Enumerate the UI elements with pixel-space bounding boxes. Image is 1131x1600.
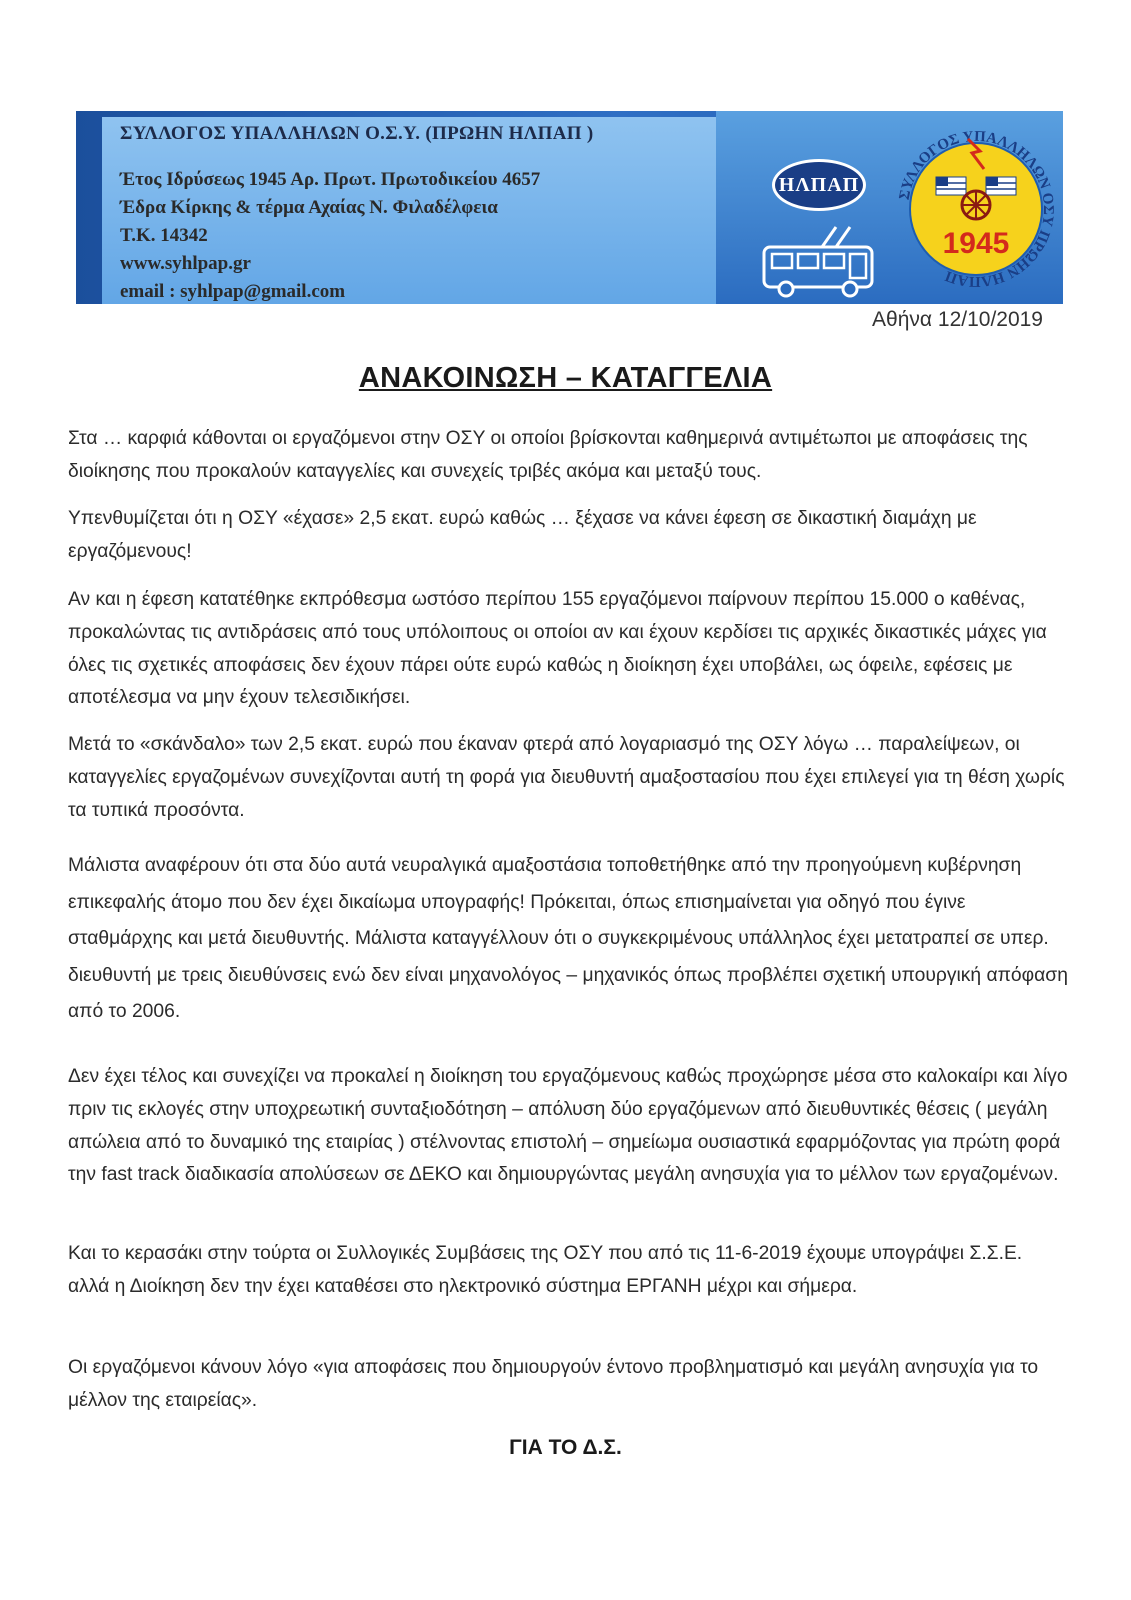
address: Έδρα Κίρκης & τέρμα Αχαίας Ν. Φιλαδέλφεια bbox=[120, 197, 498, 218]
emblem-ring-text: ΣΥΛΛΟΓΟΣ ΥΠΑΛΛΗΛΩΝ ΟΣΥ ΠΡΩΗΝ ΗΛΠΑΠ bbox=[896, 128, 1056, 290]
postal-code: Τ.Κ. 14342 bbox=[120, 225, 208, 246]
email: email : syhlpap@gmail.com bbox=[120, 281, 346, 302]
document-title: ΑΝΑΚΟΙΝΩΣΗ – ΚΑΤΑΓΓΕΛΙΑ bbox=[358, 362, 773, 394]
paragraph-2: Υπενθυμίζεται ότι η ΟΣΥ «έχασε» 2,5 εκατ. ευρώ καθώς … ξέχασε να κάνει έφεση σε δικαστική διαμάχη με εργαζόμενους! bbox=[68, 508, 977, 562]
hlpap-logo-text: ΗΛΠΑΠ bbox=[778, 173, 860, 196]
website: www.syhlpap.gr bbox=[120, 253, 251, 274]
association-emblem bbox=[896, 121, 1056, 296]
emblem-year: 1945 bbox=[942, 227, 1010, 260]
hlpap-logo bbox=[772, 159, 866, 211]
paragraph-6: Δεν έχει τέλος και συνεχίζει να προκαλεί η διοίκηση του εργαζόμενους καθώς προχώρησε μέσα στο καλοκαίρι και λίγο πριν τις εκλογές στην υποχρεωτική συνταξιοδότηση – απόλυση δύο εργαζόμενων από διευθυντικές θέσεις ( μεγάλη απώλεια από το δυναμικό της εταιρίας ) στέλνοντας επιστολή – σημείωμα ουσιαστικά εφαρμόζοντας για πρώτη φορά την fast track διαδικασία απολύσεων σε ΔΕΚΟ και δημιουργώντας μεγάλη ανησυχία για το μέλλον των εργαζομένων. bbox=[68, 1066, 1068, 1186]
paragraph-1: Στα … καρφιά κάθονται οι εργαζόμενοι στην ΟΣΥ οι οποίοι βρίσκονται καθημερινά αντιμέτωποι με αποφάσεις της διοίκησης που προκαλούν καταγγελίες και συνεχείς τριβές ακόμα και μεταξύ τους. bbox=[68, 428, 1028, 482]
document-date: Αθήνα 12/10/2019 bbox=[872, 308, 1043, 331]
letterhead-logos bbox=[716, 111, 1063, 304]
paragraph-3: Αν και η έφεση κατατέθηκε εκπρόθεσμα ωστόσο περίπου 155 εργαζόμενοι παίρνουν περίπου 15.000 ο καθένας, προκαλώντας τις αντιδράσεις από τους υπόλοιπους οι οποίοι αν και έχουν κερδίσει τις αρχικές δικαστικές μάχες για όλες τις σχετικές αποφάσεις δεν έχουν πάρει ούτε ευρώ καθώς η διοίκηση έχει υποβάλει, ως όφειλε, εφέσεις με αποτέλεσμα να μην έχουν τελεσιδικήσει. bbox=[68, 589, 1047, 709]
paragraph-5: Μάλιστα αναφέρουν ότι στα δύο αυτά νευραλγικά αμαξοστάσια τοποθετήθηκε από την προηγούμενη κυβέρνηση επικεφαλής άτομο που δεν έχει δικαίωμα υπογραφής! Πρόκειται, όπως επισημαίνεται για οδηγό που έγινε σταθμάρχης και μετά διευθυντής. Μάλιστα καταγγέλλουν ότι ο συγκεκριμένους υπάλληλος έχει μετατραπεί σε υπερ. διευθυντή με τρεις διευθύνσεις ενώ δεν είναι μηχανολόγος – μηχανικός όπως προβλέπει σχετική υπουργική απόφαση από το 2006. bbox=[68, 855, 1068, 1022]
founding-info: Έτος Ιδρύσεως 1945 Αρ. Πρωτ. Πρωτοδικείου 4657 bbox=[120, 169, 541, 190]
association-name: ΣΥΛΛΟΓΟΣ ΥΠΑΛΛΗΛΩΝ Ο.Σ.Υ. (ΠΡΩΗΝ ΗΛΠΑΠ ) bbox=[120, 123, 594, 144]
paragraph-7: Και το κερασάκι στην τούρτα οι Συλλογικές Συμβάσεις της ΟΣΥ που από τις 11-6-2019 έχουμε υπογράψει Σ.Σ.Ε. αλλά η Διοίκηση δεν την έχει καταθέσει στο ηλεκτρονικό σύστημα ΕΡΓΑΝΗ μέχρι και σήμερα. bbox=[68, 1243, 1023, 1297]
letterhead bbox=[76, 111, 1063, 304]
trolleybus-icon bbox=[758, 223, 878, 301]
signature: ΓΙΑ ΤΟ Δ.Σ. bbox=[509, 1436, 622, 1459]
letterhead-info-box bbox=[102, 117, 716, 304]
paragraph-4: Μετά το «σκάνδαλο» των 2,5 εκατ. ευρώ που έκαναν φτερά από λογαριασμό της ΟΣΥ λόγω … παραλείψεων, οι καταγγελίες εργαζομένων συνεχίζονται αυτή τη φορά για διευθυντή αμαξοστασίου που έχει επιλεγεί για τη θέση χωρίς τα τυπικά προσόντα. bbox=[68, 734, 1065, 821]
paragraph-8: Οι εργαζόμενοι κάνουν λόγο «για αποφάσεις που δημιουργούν έντονο προβληματισμό και μεγάλη ανησυχία για το μέλλον της εταιρείας». bbox=[68, 1357, 1039, 1411]
